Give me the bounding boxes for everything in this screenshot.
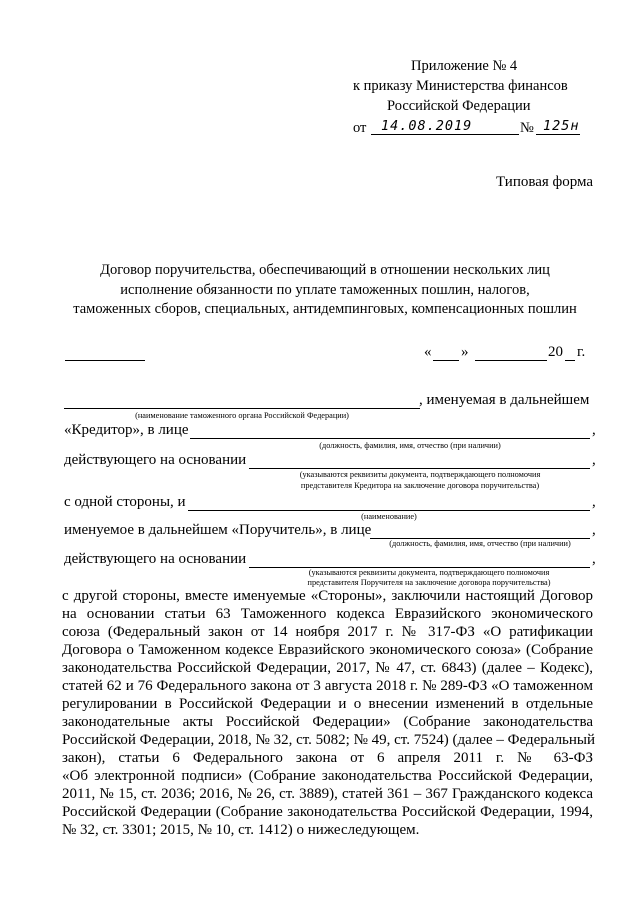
order-number: 125н <box>543 118 580 134</box>
year-blank[interactable] <box>565 360 575 361</box>
date-quote-open: « <box>424 344 432 360</box>
caption-position-2: (должность, фамилия, имя, отчество (при наличии) <box>389 539 571 548</box>
date-quote-close: » <box>461 344 469 360</box>
body-line: № 32, ст. 3301; 2015, № 10, ст. 1412) о нижеследующем. <box>62 822 420 838</box>
body-line: статей 62 и 76 Федерального закона от 3 августа 2018 г. № 289-ФЗ «О таможенном <box>62 678 593 694</box>
body-line: законодательства Российской Федерации, 2017, № 47, ст. 6843) (далее – Кодекс), <box>62 660 593 676</box>
body-line: законодательные акты Российской Федерации» (Собрание законодательства <box>62 714 593 730</box>
body-line: Договора о Таможенном кодексе Евразийского экономического союза» (Собрание <box>62 642 593 658</box>
guarantor-person-label: именуемое в дальнейшем «Поручитель», в лице <box>64 522 372 538</box>
caption-name: (наименование) <box>361 512 417 521</box>
body-line: Российской Федерации, 2018, № 32, ст. 5082; № 49, ст. 7524) (далее – Федеральный <box>62 732 596 748</box>
body-line: с другой стороны, вместе именуемые «Стороны», заключили настоящий Договор <box>62 588 593 604</box>
creditor-person-label: «Кредитор», в лице <box>64 422 189 438</box>
month-blank[interactable] <box>475 360 547 361</box>
acting-basis-label-2: действующего на основании <box>64 551 247 567</box>
body-line: закон), статьи 6 Федерального закона от 6 апреля 2011 г. № 63-ФЗ <box>62 750 593 766</box>
acting-basis-label: действующего на основании <box>64 452 247 468</box>
federation-line: Российской Федерации <box>387 98 531 114</box>
document-title-line-1: Договор поручительства, обеспечивающий в отношении нескольких лиц <box>100 262 550 278</box>
caption-creditor-authority-1: (указываются реквизиты документа, подтверждающего полномочия <box>299 470 541 479</box>
body-line: Российской Федерации (Собрание законодательства Российской Федерации, 1994, <box>62 804 593 820</box>
date-underline <box>371 134 519 135</box>
order-date: 14.08.2019 <box>381 118 473 134</box>
body-line: 2011, № 15, ст. 2036; 2016, № 26, ст. 3889), статей 361 – 367 Гражданского кодекса <box>62 786 593 802</box>
body-line: союза (Федеральный закон от 14 ноября 2017 г. № 317-ФЗ «О ратификации <box>62 624 593 640</box>
comma-1: , <box>592 422 596 438</box>
comma-4: , <box>592 522 596 538</box>
year-suffix: г. <box>577 344 586 360</box>
document-title-line-2: исполнение обязанности по уплате таможенных пошлин, налогов, <box>120 282 530 298</box>
date-prefix: от <box>353 120 367 136</box>
comma-5: , <box>592 551 596 567</box>
year-prefix: 20 <box>548 344 563 360</box>
customs-authority-blank[interactable] <box>64 408 420 409</box>
body-line: на основании статьи 63 Таможенного кодекса Евразийского экономического <box>62 606 593 622</box>
appendix-number: Приложение № 4 <box>411 58 518 74</box>
body-line: регулировании в Российской Федерации и о внесении изменений в отдельные <box>62 696 593 712</box>
number-underline <box>536 134 580 135</box>
order-reference: к приказу Министерства финансов <box>353 78 568 94</box>
day-blank[interactable] <box>433 360 459 361</box>
comma-2: , <box>592 452 596 468</box>
number-prefix: № <box>520 120 534 136</box>
document-title-line-3: таможенных сборов, специальных, антидемпинговых, компенсационных пошлин <box>73 301 577 317</box>
caption-position-1: (должность, фамилия, имя, отчество (при наличии) <box>319 441 501 450</box>
caption-guarantor-authority-2: представителя Поручителя на заключение договора поручительства) <box>307 578 551 587</box>
creditor-representative-blank[interactable] <box>190 438 590 439</box>
comma-3: , <box>592 494 596 510</box>
named-further-text: , именуемая в дальнейшем <box>419 392 590 408</box>
form-type-label: Типовая форма <box>496 174 594 190</box>
caption-customs-authority: (наименование таможенного органа Российской Федерации) <box>135 411 349 420</box>
one-side-label: с одной стороны, и <box>64 494 186 510</box>
caption-creditor-authority-2: представителя Кредитора на заключение договора поручительства) <box>300 481 540 490</box>
body-line: «Об электронной подписи» (Собрание законодательства Российской Федерации, <box>62 768 593 784</box>
caption-guarantor-authority-1: (указываются реквизиты документа, подтверждающего полномочия <box>308 568 550 577</box>
place-blank[interactable] <box>65 360 145 361</box>
